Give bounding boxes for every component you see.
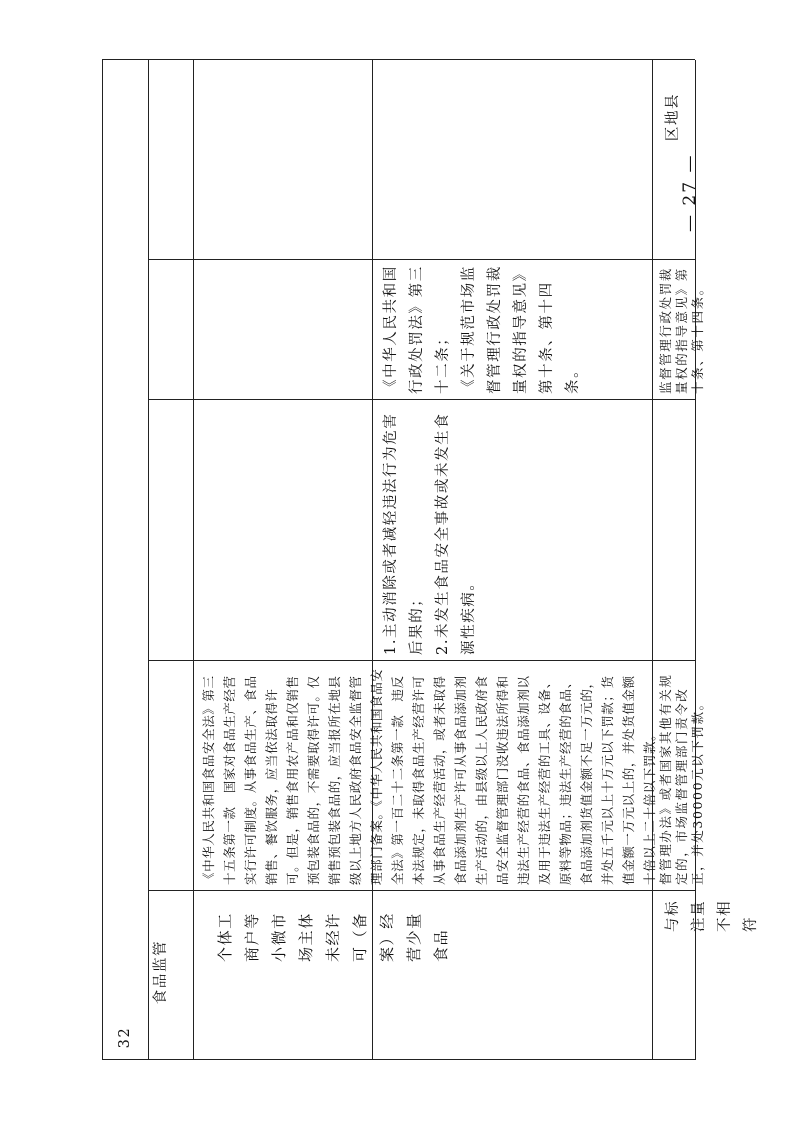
row-divider [148,259,695,260]
column-divider [148,60,149,1060]
legal-basis-cell: 《中华人民共和国食品安全法》第三十五条第一款 国家对食品生产经营实行许可制度。从事食品生产、食品销售、餐饮服务，应当依法取得许可。但是，销售食用农产品和仅销售预包装食品的，不需要取得许可。仅销售预包装食品的，应当报所在地县级以上地方人民政府食品安全监督管理部门备案。《中华人民共和国食品安全法》第一百二十二条第一款 违反本法规定，未取得食品生产经营许可从事食品生产经营活动，或者未取得食品添加剂生产许可从事食品添加剂生产活动的，由县级以上人民政府食品安全监督管理部门没收违法所得和违法生产经营的食品、食品添加剂以及用于违法生产经营的工具、设备、原料等物品；违法生产经营的食品、食品添加剂货值金额不足一万元的，并处五千元以上十万元以下罚款；货值金额一万元以上的，并处货值金额十倍以上二十倍以下罚款。 [201,668,657,885]
column-divider [372,60,373,1060]
mismatch-item-cell: 与标注量不相符 [665,899,759,932]
item-cell: 个体工商户等小微市场主体未经许可（备案）经营少量食品 [216,912,450,962]
continued-basis-cell: 督管理办法》或者国家其他有关规定的，市场监督管理部门责令改正，并处30000元以下罚款。 [658,673,705,885]
row-divider [148,890,695,891]
category-cell: 食品监管 [153,939,169,1005]
column-divider [652,60,653,1060]
table-border-top [102,60,103,1060]
continued-standard-cell: 监督管理行政处罚裁量权的指导意见》第十条、第十四条。 [658,267,705,394]
region-cell: 区地县 [665,92,681,142]
row-divider [148,399,695,400]
column-divider [193,60,194,1060]
table-border-right [102,59,695,60]
table-border-left [102,1059,695,1060]
row-number: 32 [117,1026,133,1049]
page-number: — 27 — [680,153,700,232]
conditions-cell: 1.主动消除或者减轻违法行为危害后果的； 2.未发生食品安全事故或未发生食源性疾病。 [383,412,477,655]
row-divider [148,660,695,661]
standard-cell: 《中华人民共和国行政处罚法》第三十二条； 《关于规范市场监督管理行政处罚裁量权的指导意见》第十条、第十四条。 [383,265,581,394]
